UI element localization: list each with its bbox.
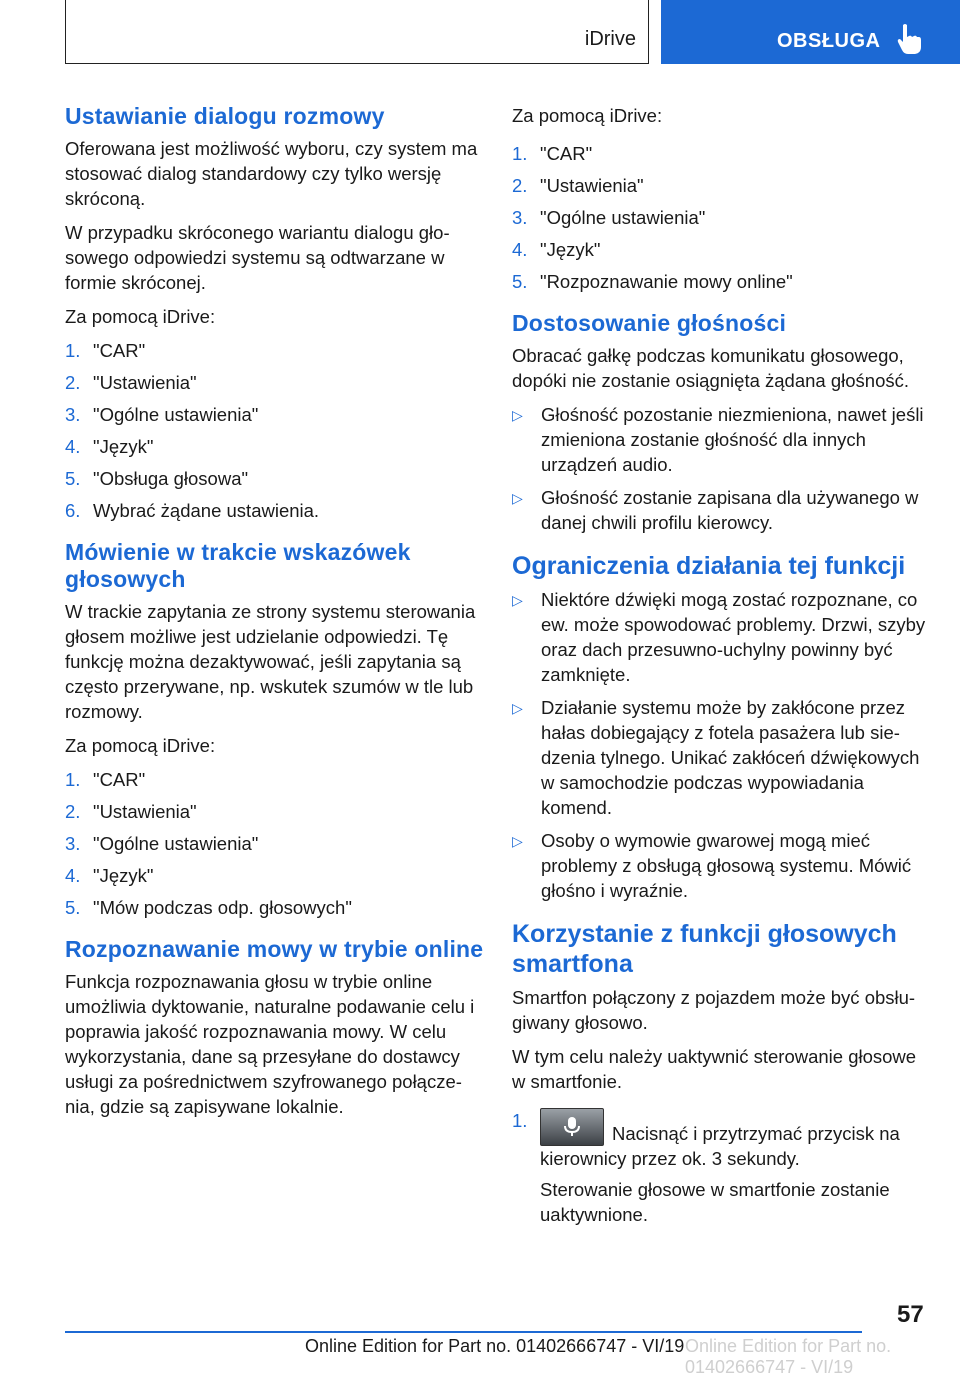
step-text: "CAR" <box>93 769 146 790</box>
paragraph: Smartfon połączony z pojazdem może być obsługiwany głosowo. <box>512 987 916 1033</box>
watermark: Online Edition for Part no. 01402666747 - VI/19 <box>685 1336 892 1377</box>
section-title: Dostosowanie głośności <box>512 310 787 336</box>
section-volume-adjustment <box>512 310 932 535</box>
step-text: "CAR" <box>540 143 593 164</box>
section-dialog-settings <box>65 103 485 523</box>
list-item <box>512 1108 932 1227</box>
step-text: "Język" <box>540 239 601 260</box>
step-number: 5. <box>65 468 81 489</box>
left-column <box>65 103 485 1128</box>
right-column <box>512 103 932 1241</box>
section-function-limitations <box>512 551 932 903</box>
bullet-text: Głośność zostanie zapisana dla używanego w danej chwili profilu kierowcy. <box>541 487 919 533</box>
bullet-list <box>512 402 932 535</box>
paragraph: Za pomocą iDrive: <box>65 735 216 756</box>
step-list <box>65 767 485 920</box>
paragraph: W przypadku skróconego wariantu dialogu głosowego odpowiedzi systemu są odtwarzane w formie skróconej. <box>65 222 450 293</box>
bullet-text: Działanie systemu może by zakłócone przez hałas dobiegający z fotela pasażera lub siedzenia tylnego. Unikać zakłóceń dźwiękowych w samochodzie podczas wypowiadania komend. <box>541 697 920 818</box>
step-number: 4. <box>512 239 528 260</box>
list-item <box>65 434 485 459</box>
list-item <box>65 466 485 491</box>
step-text: "Ustawienia" <box>93 801 197 822</box>
list-item <box>512 587 932 687</box>
paragraph: Za pomocą iDrive: <box>65 306 216 327</box>
bullet-text: Osoby o wymowie gwarowej mogą mieć problemy z obsługą głosową systemu. Mówić głośno i wyraźnie. <box>541 830 912 901</box>
step-result: Sterowanie głosowe w smartfonie zostanie uaktywnione. <box>540 1179 890 1225</box>
list-item <box>65 402 485 427</box>
step-text: Wybrać żądane ustawienia. <box>93 500 320 521</box>
bullet-text: Głośność pozostanie niezmieniona, nawet jeśli zmieniona zostanie głośność dla innych urządzeń audio. <box>541 404 924 475</box>
step-list <box>512 141 932 294</box>
step-number: 6. <box>65 500 81 521</box>
list-item <box>65 767 485 792</box>
section-title: Mówienie w trakcie wskazówek głosowych <box>65 539 411 592</box>
step-text: "Rozpoznawanie mowy online" <box>540 271 793 292</box>
list-item <box>512 205 932 230</box>
list-item <box>512 402 932 477</box>
list-item <box>65 831 485 856</box>
list-item <box>65 370 485 395</box>
step-text: "Ogólne ustawienia" <box>540 207 706 228</box>
step-number: 1. <box>65 769 81 790</box>
bullet-list <box>512 587 932 903</box>
chapter-title: Ograniczenia działania tej funkcji <box>512 552 906 580</box>
footer-edition: Online Edition for Part no. 01402666747 - VI/19 <box>305 1336 685 1356</box>
section-online-speech-recognition <box>65 936 485 1119</box>
paragraph: W trackie zapytania ze strony systemu sterowania głosem możliwe jest udzielanie odpowiedzi. Tę funkcję można dezaktywować, jeśli zapytania są często przerywane, np. wskutek szumów w tle lub rozmowy. <box>65 601 476 722</box>
header-chapter-tab <box>661 0 960 64</box>
step-number: 3. <box>65 404 81 425</box>
step-text: "Ustawienia" <box>540 175 644 196</box>
list-item <box>512 485 932 535</box>
list-item <box>512 141 932 166</box>
paragraph: Funkcja rozpoznawania głosu w trybie online umożliwia dyktowanie, naturalne podawanie celu i poprawia jakość rozpoznawania mowy. W celu wykorzystania, dane są przesyłane do dostawcy usługi za pośrednictwem szyfrowanego połączenia, gdzie są zapisywane lokalnie. <box>65 971 475 1117</box>
step-number: 4. <box>65 865 81 886</box>
step-text: "Ustawienia" <box>93 372 197 393</box>
triangle-bullet-icon: ▷ <box>512 592 523 608</box>
paragraph: W tym celu należy uaktywnić sterowanie głosowe w smartfonie. <box>512 1046 917 1092</box>
step-number: 1. <box>65 340 81 361</box>
step-content <box>540 1108 932 1227</box>
step-list <box>512 1108 932 1227</box>
paragraph: Za pomocą iDrive: <box>512 105 663 126</box>
header-section-title: iDrive <box>584 28 636 50</box>
list-item <box>512 237 932 262</box>
header-section-box <box>65 0 649 64</box>
step-number: 3. <box>512 207 528 228</box>
list-item <box>65 863 485 888</box>
triangle-bullet-icon: ▷ <box>512 490 523 506</box>
step-number: 2. <box>512 175 528 196</box>
step-number: 2. <box>65 372 81 393</box>
step-number: 1. <box>512 143 528 164</box>
section-title: Ustawianie dialogu rozmowy <box>65 103 385 129</box>
step-list <box>65 338 485 523</box>
bullet-text: Niektóre dźwięki mogą zostać rozpoznane, co ew. może spowodować problemy. Drzwi, szyby oraz dach przesuwno-uchylny powinny być zamknięte. <box>541 589 926 685</box>
section-smartphone-voice <box>512 919 932 1227</box>
paragraph: Obracać gałkę podczas komunikatu głosowego, dopóki nie zostanie osiągnięta żądana głośność. <box>512 345 910 391</box>
list-item <box>512 695 932 820</box>
list-item <box>512 828 932 903</box>
step-text: Nacisnąć i przytrzymać przycisk na kierownicy przez ok. 3 sekundy. <box>540 1123 900 1169</box>
step-text: "Ogólne ustawienia" <box>93 833 259 854</box>
step-text: "Mów podczas odp. głosowych" <box>93 897 352 918</box>
list-item <box>512 173 932 198</box>
header-chapter-label: OBSŁUGA <box>777 30 881 52</box>
chapter-title: Korzystanie z funkcji głosowych smartfona <box>512 920 897 978</box>
triangle-bullet-icon: ▷ <box>512 833 523 849</box>
step-number: 5. <box>512 271 528 292</box>
step-number: 2. <box>65 801 81 822</box>
triangle-bullet-icon: ▷ <box>512 407 523 423</box>
list-item <box>512 269 932 294</box>
step-text: "Język" <box>93 865 154 886</box>
step-number: 4. <box>65 436 81 457</box>
list-item <box>65 338 485 363</box>
section-speak-during-prompts <box>65 539 485 920</box>
page-number: 57 <box>897 1301 924 1328</box>
list-item <box>65 895 485 920</box>
voice-control-button-icon <box>540 1108 604 1146</box>
pointing-hand-icon <box>893 22 927 56</box>
step-text: "Ogólne ustawienia" <box>93 404 259 425</box>
step-text: "Język" <box>93 436 154 457</box>
step-number: 5. <box>65 897 81 918</box>
step-number: 1. <box>512 1110 528 1131</box>
step-text: "Obsługa głosowa" <box>93 468 249 489</box>
list-item <box>65 799 485 824</box>
paragraph: Oferowana jest możliwość wyboru, czy system ma stosować dialog standardowy czy tylko wersję skróconą. <box>65 138 478 209</box>
list-item <box>65 498 485 523</box>
footer-divider <box>65 1331 862 1333</box>
step-number: 3. <box>65 833 81 854</box>
section-title: Rozpoznawanie mowy w trybie online <box>65 936 484 962</box>
step-text: "CAR" <box>93 340 146 361</box>
triangle-bullet-icon: ▷ <box>512 700 523 716</box>
